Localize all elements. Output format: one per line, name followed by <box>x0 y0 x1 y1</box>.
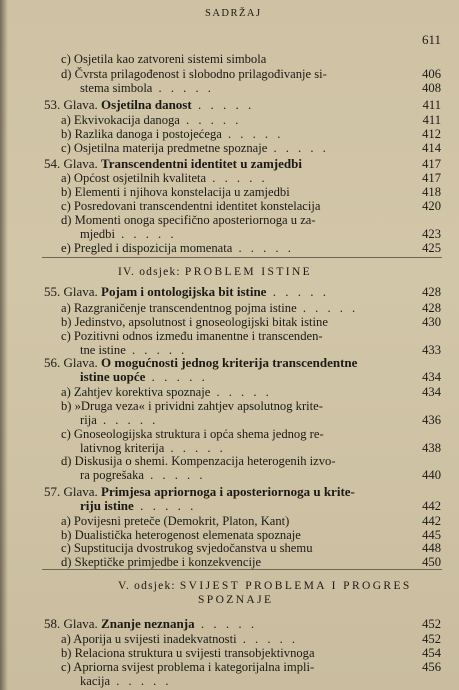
entry-label <box>80 413 158 427</box>
entry-label <box>61 213 316 227</box>
entry-page-number: 436 <box>422 413 441 427</box>
chapter-title: O mogućnosti jednog kriterija transcendentne <box>101 355 358 370</box>
dot-leader: . . . . . <box>96 413 159 427</box>
entry-page-number: 440 <box>422 468 441 482</box>
entry-text: mjedbi <box>80 227 115 241</box>
chapter-number: 57. Glava. <box>44 484 102 499</box>
chapter-title: istine uopće <box>80 369 146 384</box>
entry-text: c) Pozitivni odnos između imanentne i transcenden- <box>61 329 323 343</box>
section-title: PROBLEM ISTINE <box>184 266 313 278</box>
entry-label <box>61 52 266 66</box>
dot-leader: . . . . . <box>266 284 329 299</box>
dot-leader: . . . . . <box>221 127 284 141</box>
entry-label <box>80 674 172 688</box>
entry-label <box>44 485 355 499</box>
section-prefix: V. odsjek: <box>118 580 180 592</box>
section-heading <box>0 593 459 607</box>
entry-text: a) Ekvivokacija danoga <box>61 113 180 127</box>
entry-label <box>44 157 302 171</box>
entry-page-number: 417 <box>422 157 441 171</box>
entry-page-number: 454 <box>422 646 441 660</box>
entry-text: c) Posredovani transcendentni identitet konstelacija <box>61 199 321 213</box>
dot-leader: . . . . . <box>110 674 172 688</box>
chapter-title: riju istine <box>80 498 134 513</box>
entry-page-number: 412 <box>422 127 441 141</box>
entry-label <box>61 185 290 199</box>
entry-label <box>61 632 298 646</box>
entry-page-number: 411 <box>422 113 441 127</box>
entry-text: c) Osjetilna materija predmetne spoznaje <box>61 141 268 155</box>
entry-page-number: 428 <box>422 285 441 299</box>
entry-page-number: 434 <box>422 385 441 399</box>
entry-text: d) Skeptičke primjedbe i konzekvencije <box>61 555 262 569</box>
toc-entry <box>0 413 459 427</box>
entry-text: c) Apriorna svijest problema i kategorijalna impli- <box>61 660 315 674</box>
toc-entry <box>0 315 459 329</box>
entry-text: d) Momenti onoga specifično aposteriornoga u za- <box>61 213 316 227</box>
section-divider <box>42 569 442 570</box>
entry-text: a) Razgraničenje transcendentnog pojma istine <box>61 301 297 315</box>
chapter-entry <box>0 285 459 299</box>
chapter-number: 58. Glava. <box>44 616 102 631</box>
entry-text: a) Općost osjetilnih kvaliteta <box>61 171 207 185</box>
entry-page-number: 414 <box>422 141 441 155</box>
chapter-title: Znanje neznanja <box>101 616 195 631</box>
chapter-title: Osjetilna danost <box>101 97 192 112</box>
entry-text: b) »Druga veza« i prividni zahtjev apsolutnog krite- <box>61 399 323 413</box>
toc-entry <box>0 199 459 213</box>
entry-label <box>61 646 315 660</box>
entry-text: rija <box>80 413 97 427</box>
entry-text: kacija <box>80 674 111 688</box>
toc-entry <box>0 213 459 227</box>
toc-entry <box>0 468 459 482</box>
chapter-title: Primjesa apriornoga i aposteriornoga u krite- <box>101 484 355 499</box>
entry-page-number: 425 <box>422 241 441 255</box>
entry-label <box>61 241 294 255</box>
chapter-entry <box>0 499 459 513</box>
entry-label <box>61 67 327 81</box>
toc-entry <box>0 514 459 528</box>
toc-entry <box>0 171 459 185</box>
toc-entry <box>0 113 459 127</box>
entry-label <box>61 541 313 555</box>
entry-page-number: 428 <box>422 301 441 315</box>
entry-label <box>61 427 324 441</box>
entry-label <box>44 356 357 370</box>
dot-leader: . . . . . <box>179 113 242 127</box>
entry-text: stema simbola <box>80 81 153 95</box>
entry-label <box>61 141 329 155</box>
entry-label <box>61 454 336 468</box>
dot-leader: . . . . . <box>194 616 258 631</box>
toc-entry <box>0 67 459 81</box>
entry-page-number: 452 <box>422 632 441 646</box>
page-number: 611 <box>421 32 441 47</box>
entry-text: b) Elementi i njihova konstelacija u zamjedbi <box>61 185 290 199</box>
toc-entry <box>0 127 459 141</box>
entry-page-number: 433 <box>422 343 441 357</box>
page-header <box>0 8 459 48</box>
dot-leader: . . . . . <box>145 369 208 384</box>
dot-leader: . . . . . <box>152 81 214 95</box>
toc-entry <box>0 674 459 688</box>
entry-text: c) Gnoseologijska struktura i opća shema jednog re- <box>61 427 324 441</box>
chapter-entry <box>0 485 459 499</box>
toc-entry <box>0 541 459 555</box>
dot-leader: . . . . . <box>267 141 329 155</box>
dot-leader: . . . . . <box>125 343 188 357</box>
entry-page-number: 418 <box>422 185 441 199</box>
dot-leader: . . . . . <box>191 97 255 112</box>
chapter-entry <box>0 356 459 370</box>
toc-entry <box>0 301 459 315</box>
dot-leader: . . . . . <box>133 498 197 513</box>
toc-entry <box>0 454 459 468</box>
chapter-number: 56. Glava. <box>44 355 102 370</box>
toc-entry <box>0 632 459 646</box>
section-divider <box>42 257 442 258</box>
chapter-number: 54. Glava. <box>44 156 102 171</box>
entry-text: b) Relaciona struktura u svijesti transobjektivnoga <box>61 646 315 660</box>
entry-page-number: 417 <box>422 171 441 185</box>
entry-label <box>61 385 272 399</box>
chapter-entry <box>0 617 459 631</box>
toc-entry <box>0 427 459 441</box>
chapter-number: 53. Glava. <box>44 97 102 112</box>
section-prefix: IV. odsjek: <box>118 266 185 278</box>
toc-entry <box>0 555 459 569</box>
dot-leader: . . . . . <box>114 227 177 241</box>
entry-text: lativnog kriterija <box>80 441 165 455</box>
entry-label <box>80 370 208 384</box>
toc-entry <box>0 528 459 542</box>
toc-entry <box>0 81 459 95</box>
entry-text: c) Osjetila kao zatvoreni sistemi simbola <box>61 52 267 66</box>
toc-entry <box>0 385 459 399</box>
entry-text: b) Jedinstvo, apsolutnost i gnoseologijski bitak istine <box>61 315 328 329</box>
entry-text: a) Povijesni preteče (Demokrit, Platon, Kant) <box>61 514 290 528</box>
section-title: SVIJEST PROBLEMA I PROGRES <box>179 580 412 592</box>
running-title: SADRŽAJ <box>205 8 262 19</box>
entry-page-number: 406 <box>422 67 441 81</box>
entry-label <box>61 301 358 315</box>
entry-label <box>80 468 205 482</box>
entry-text: a) Aporija u svijesti inadekvatnosti <box>61 632 237 646</box>
dot-leader: . . . . . <box>236 632 299 646</box>
dot-leader: . . . . . <box>164 441 226 455</box>
chapter-entry <box>0 98 459 112</box>
dot-leader: . . . . . <box>143 468 206 482</box>
entry-label <box>61 399 323 413</box>
entry-text: e) Pregled i dispozicija momenata <box>61 241 233 255</box>
entry-label <box>44 98 254 112</box>
entry-page-number: 445 <box>422 528 441 542</box>
entry-text: d) Diskusija o shemi. Kompenzacija heterogenih izvo- <box>61 454 336 468</box>
entry-label <box>118 265 312 279</box>
entry-page-number: 452 <box>422 617 441 631</box>
entry-label <box>118 579 412 593</box>
entry-page-number: 456 <box>422 660 441 674</box>
toc-entry <box>0 646 459 660</box>
toc-entry <box>0 441 459 455</box>
toc-entry <box>0 399 459 413</box>
entry-label <box>61 329 323 343</box>
entry-page-number: 438 <box>422 441 441 455</box>
toc-entry <box>0 52 459 66</box>
entry-label <box>61 528 301 542</box>
entry-label <box>44 285 329 299</box>
chapter-title: Transcendentni identitet u zamjedbi <box>101 156 302 171</box>
entry-label <box>61 199 321 213</box>
dot-leader: . . . . . <box>206 171 268 185</box>
entry-page-number: 448 <box>422 541 441 555</box>
entry-label <box>61 113 241 127</box>
entry-page-number: 408 <box>422 81 441 95</box>
dot-leader: . . . . . <box>210 385 272 399</box>
entry-label <box>80 227 176 241</box>
entry-label <box>80 441 226 455</box>
toc-entry <box>0 227 459 241</box>
entry-label <box>198 593 273 607</box>
entry-label <box>80 81 214 95</box>
entry-page-number: 442 <box>422 514 441 528</box>
entry-page-number: 423 <box>422 227 441 241</box>
entry-label <box>61 555 261 569</box>
entry-label <box>61 514 289 528</box>
toc-entry <box>0 660 459 674</box>
entry-text: ra pogrešaka <box>80 468 144 482</box>
toc-entry <box>0 141 459 155</box>
entry-page-number: 434 <box>422 370 441 384</box>
section-heading <box>0 579 459 593</box>
entry-label <box>80 499 196 513</box>
entry-text: tne istine <box>80 343 126 357</box>
entry-label <box>61 315 328 329</box>
dot-leader: . . . . . <box>296 301 359 315</box>
toc-entry <box>0 185 459 199</box>
chapter-entry <box>0 157 459 171</box>
entry-page-number: 430 <box>422 315 441 329</box>
entry-text: d) Čvrsta prilagođenost i slobodno prilagođivanje si- <box>61 67 327 81</box>
toc-entry <box>0 329 459 343</box>
chapter-number: 55. Glava. <box>44 284 102 299</box>
entry-page-number: 450 <box>422 555 441 569</box>
entry-text: b) Razlika danoga i postojećega <box>61 127 222 141</box>
entry-label <box>61 171 268 185</box>
section-heading <box>0 265 459 279</box>
entry-page-number: 411 <box>422 98 441 112</box>
entry-text: c) Supstitucija dvostrukog svjedočanstva u shemu <box>61 541 313 555</box>
entry-label <box>61 660 314 674</box>
section-title: SPOZNAJE <box>198 594 274 606</box>
chapter-entry <box>0 370 459 384</box>
entry-label <box>61 127 283 141</box>
entry-text: a) Zahtjev korektiva spoznaje <box>61 385 211 399</box>
dot-leader: . . . . . <box>232 241 294 255</box>
entry-page-number: 442 <box>422 499 441 513</box>
toc-entry <box>0 241 459 255</box>
entry-text: b) Dualistička heterogenost elemenata spoznaje <box>61 528 301 542</box>
entry-label <box>44 617 257 631</box>
entry-page-number: 420 <box>422 199 441 213</box>
chapter-title: Pojam i ontologijska bit istine <box>101 284 267 299</box>
